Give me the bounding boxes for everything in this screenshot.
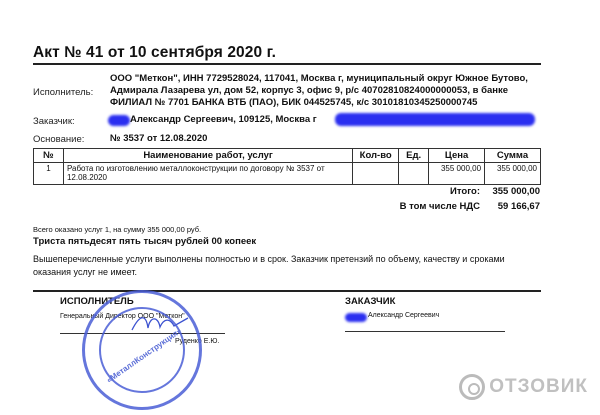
col-header-qty: Кол-во <box>353 149 399 163</box>
customer-signature-line <box>345 331 505 332</box>
customer-signature-heading: ЗАКАЗЧИК <box>345 296 396 307</box>
executor-line-3: ФИЛИАЛ № 7701 БАНКА ВТБ (ПАО), БИК 044525745, к/с 30101810345250000745 <box>110 97 478 108</box>
total-label: Итого: <box>450 186 480 197</box>
redaction-mark <box>108 115 130 126</box>
executor-role: Генеральный Директор ООО "Меткон" <box>60 313 185 320</box>
executor-label: Исполнитель: <box>33 87 94 98</box>
vat-label: В том числе НДС <box>399 201 480 212</box>
customer-label: Заказчик: <box>33 116 75 127</box>
col-header-name: Наименование работ, услуг <box>63 149 352 163</box>
cell-unit <box>399 163 429 185</box>
cell-qty <box>353 163 399 185</box>
company-stamp <box>82 290 202 410</box>
completion-statement: Вышеперечисленные услуги выполнены полностью и в срок. Заказчик претензий по объему, качеству и сроками оказания услуг не имеет. <box>33 254 505 277</box>
customer-value: Александр Сергеевич, 109125, Москва г <box>130 114 317 125</box>
otzovik-logo-icon <box>459 374 485 400</box>
otzovik-watermark <box>459 374 588 400</box>
cell-sum: 355 000,00 <box>485 163 541 185</box>
amount-in-words: Триста пятьдесят пять тысяч рублей 00 копеек <box>33 236 257 247</box>
executor-signature-heading: ИСПОЛНИТЕЛЬ <box>60 296 134 307</box>
table-header-row <box>34 149 541 163</box>
basis-value: № 3537 от 12.08.2020 <box>110 133 208 144</box>
items-table <box>33 148 541 185</box>
col-header-unit: Ед. <box>399 149 429 163</box>
title-underline <box>33 63 541 65</box>
cell-num: 1 <box>34 163 64 185</box>
customer-name: Александр Сергеевич <box>368 312 440 319</box>
vat-value: 59 166,67 <box>497 201 540 212</box>
total-value: 355 000,00 <box>492 186 540 197</box>
executor-line-2: Адмирала Лазарева ул, дом 52, корпус 3, офис 9, р/с 40702810824000000053, в банке <box>110 85 509 96</box>
executor-name: Руденко Е.Ю. <box>175 338 220 345</box>
executor-details <box>110 73 550 109</box>
stamp-text: «МеталлКонструкция» <box>104 326 184 385</box>
redaction-mark-2 <box>335 113 535 126</box>
document-title: Акт № 41 от 10 сентября 2020 г. <box>33 44 277 61</box>
cell-price: 355 000,00 <box>429 163 485 185</box>
basis-label: Основание: <box>33 134 85 145</box>
table-row <box>34 163 541 185</box>
executor-line-1: ООО "Меткон", ИНН 7729528024, 117041, Москва г, муниципальный округ Южное Бутово, <box>110 73 528 84</box>
redaction-mark-3 <box>345 313 367 322</box>
cell-name: Работа по изготовлению металлоконструкции по договору № 3537 от 12.08.2020 <box>63 163 352 185</box>
services-line: Всего оказано услуг 1, на сумму 355 000,00 руб. <box>33 225 202 234</box>
signature-divider <box>33 290 541 292</box>
otzovik-text: ОТЗОВИК <box>489 376 588 397</box>
col-header-sum: Сумма <box>485 149 541 163</box>
col-header-price: Цена <box>429 149 485 163</box>
col-header-num: № <box>34 149 64 163</box>
